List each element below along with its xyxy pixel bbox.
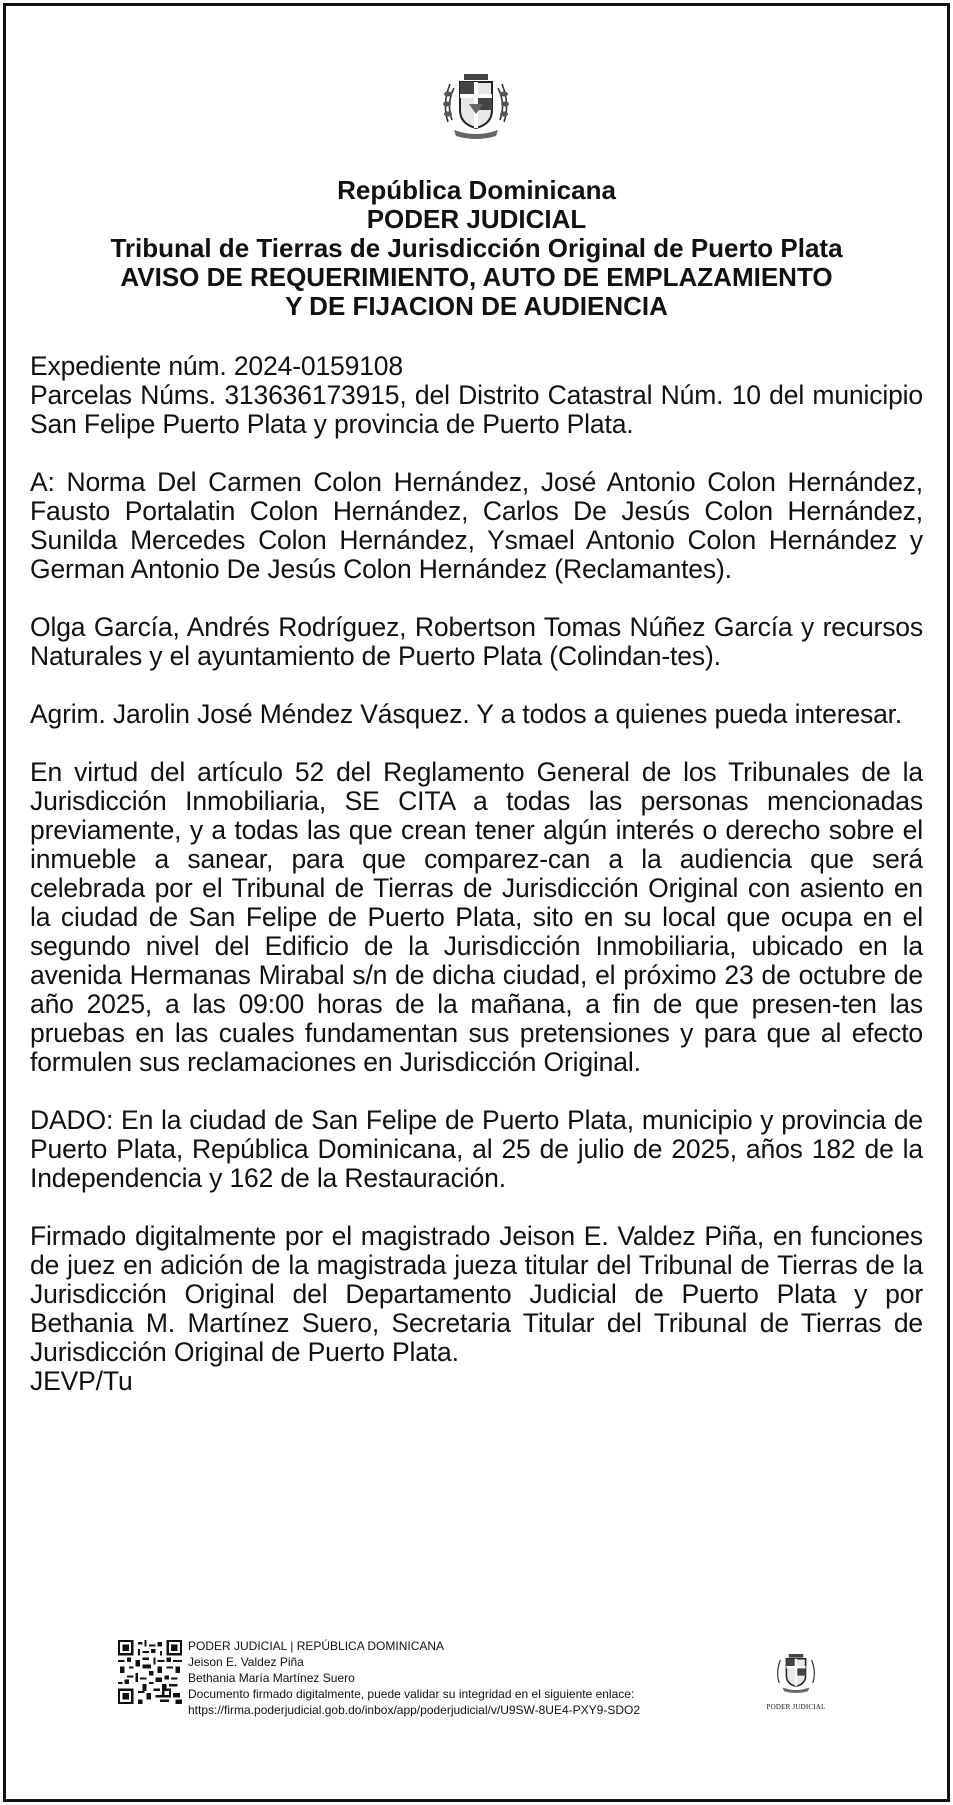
- parcel-info: Parcelas Núms. 313636173915, del Distrito Catastral Núm. 10 del municipio San Felipe Puerto Plata y provincia de Puerto Plata.: [30, 380, 923, 439]
- surveyor-paragraph: Agrim. Jarolin José Méndez Vásquez. Y a todos a quienes pueda interesar.: [30, 699, 903, 729]
- seal-label: PODER JUDICIAL: [766, 1703, 826, 1711]
- signer-name-1: Jeison E. Valdez Piña: [188, 1655, 304, 1669]
- poder-judicial-seal: [766, 1646, 826, 1718]
- validation-notice: Documento firmado digitalmente, puede validar su integridad en el siguiente enlace:: [188, 1687, 635, 1701]
- validation-link[interactable]: https://firma.poderjudicial.gob.do/inbox/app/poderjudicial/v/U9SW-8UE4-PXY9-SDO2: [188, 1703, 641, 1717]
- notice-title-line2: Y DE FIJACION DE AUDIENCIA: [285, 291, 668, 321]
- claimants-paragraph: A: Norma Del Carmen Colon Hernández, José Antonio Colon Hernández, Fausto Portalatin Colon Hernández, Carlos De Jesús Colon Hernández, Sunilda Mercedes Colon Hernández, Ysmael Antonio Colon Hernández y German Antonio De Jesús Colon Hernández (Reclamantes).: [30, 467, 923, 584]
- issued-paragraph: DADO: En la ciudad de San Felipe de Puerto Plata, municipio y provincia de Puerto Plata, República Dominicana, al 25 de julio de 2025, años 182 de la Independencia y 162 de la Restauración.: [30, 1105, 923, 1193]
- signature-details: [188, 1638, 640, 1718]
- adjacent-owners-paragraph: Olga García, Andrés Rodríguez, Robertson Tomas Núñez García y recursos Naturales y el ayuntamiento de Puerto Plata (Colindan-tes).: [30, 612, 923, 671]
- reference-initials: JEVP/Tu: [30, 1366, 133, 1396]
- signer-name-2: Bethania María Martínez Suero: [188, 1671, 355, 1685]
- coat-of-arms-icon: [436, 64, 516, 144]
- signature-paragraph: Firmado digitalmente por el magistrado Jeison E. Valdez Piña, en funciones de juez en adición de la magistrada jueza titular del Tribunal de Tierras de la Jurisdicción Original del Departamento Judicial de Puerto Plata y por Bethania M. Martínez Suero, Secretaria Titular del Tribunal de Tierras de Jurisdicción Original de Puerto Plata.: [30, 1221, 923, 1367]
- notice-header: [30, 176, 923, 321]
- digital-signature-block: [118, 1638, 858, 1720]
- poder-judicial-seal-icon: [772, 1646, 820, 1698]
- notice-title-line1: AVISO DE REQUERIMIENTO, AUTO DE EMPLAZAMIENTO: [120, 262, 833, 292]
- summons-paragraph: En virtud del artículo 52 del Reglamento General de los Tribunales de la Jurisdicción Inmobiliaria, SE CITA a todas las personas mencionadas previamente, y a todas las que crean tener algún interés o derecho sobre el inmueble a sanear, para que comparez-can a la audiencia que será celebrada por el Tribunal de Tierras de Jurisdicción Original con asiento en la ciudad de San Felipe de Puerto Plata, sito en su local que ocupa en el segundo nivel del Edificio de la Jurisdicción Inmobiliaria, ubicado en la avenida Hermanas Mirabal s/n de dicha ciudad, el próximo 23 de octubre de año 2025, a las 09:00 horas de la mañana, a fin de que presen-ten las pruebas en las cuales fundamentan sus pretensiones y para que al efecto formulen sus reclamaciones en Jurisdicción Original.: [30, 757, 923, 1077]
- institution-name: PODER JUDICIAL: [366, 204, 587, 234]
- court-name: Tribunal de Tierras de Jurisdicción Original de Puerto Plata: [110, 233, 843, 263]
- notice-body: [30, 352, 923, 1396]
- case-number: Expediente núm. 2024-0159108: [30, 351, 403, 381]
- signature-organization: PODER JUDICIAL | REPÚBLICA DOMINICANA: [188, 1639, 445, 1653]
- country-name: República Dominicana: [337, 175, 616, 205]
- qr-code-icon[interactable]: [118, 1640, 182, 1704]
